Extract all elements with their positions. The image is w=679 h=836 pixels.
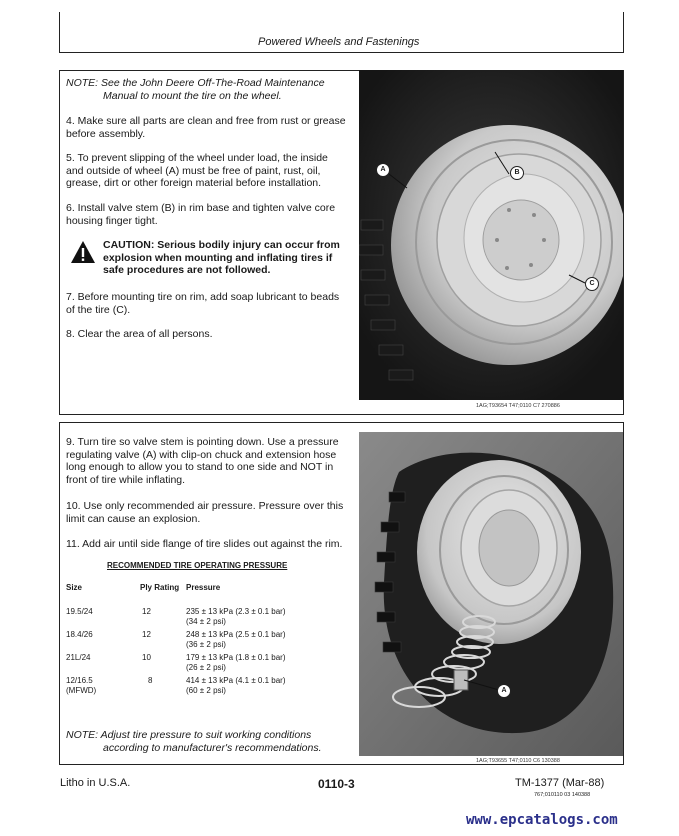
- step-11: 11. Add air until side flange of tire slides out against the rim.: [66, 538, 343, 550]
- footer-litho: Litho in U.S.A.: [60, 777, 131, 789]
- cell-pressure-psi: (34 ± 2 psi): [186, 617, 226, 626]
- step-line: front of tire while inflating.: [66, 473, 186, 486]
- step-line: and outside of wheel (A) must be free of paint, rust, oil,: [66, 164, 321, 177]
- table-row: [66, 630, 351, 653]
- caution-block: [103, 239, 353, 277]
- section2-bottom-rule: [59, 764, 624, 765]
- step-line: long enough to allow you to stand to one side and NOT in: [66, 461, 334, 474]
- tire-inflation-photo: [359, 432, 623, 756]
- warning-triangle-icon: [70, 240, 96, 264]
- col-header-size: Size: [66, 583, 83, 592]
- caution-line: explosion when mounting and inflating tires if: [103, 251, 333, 264]
- note-line: Manual to mount the tire on the wheel.: [103, 89, 282, 102]
- step-9: [66, 436, 356, 486]
- watermark-link[interactable]: www.epcatalogs.com: [466, 812, 618, 828]
- section1-bottom-rule: [59, 414, 624, 415]
- step-8: 8. Clear the area of all persons.: [66, 328, 213, 340]
- step-line: 5. To prevent slipping of the wheel under load, the inside: [66, 152, 328, 164]
- footer-tm-number: TM-1377 (Mar-88): [515, 777, 605, 789]
- col-header-pressure: Pressure: [186, 583, 221, 592]
- cell-pressure: 179 ± 13 kPa (1.8 ± 0.1 bar): [186, 653, 286, 662]
- step-line: 9. Turn tire so valve stem is pointing down. Use a pressure: [66, 436, 339, 448]
- table-row: [66, 607, 351, 630]
- cell-ply: 10: [142, 653, 151, 662]
- photo1-caption: 1AG;T93654 T47;0110 C7 270886: [476, 403, 560, 409]
- step-5: [66, 152, 356, 190]
- header-left-rule: [59, 12, 60, 52]
- table-title: RECOMMENDED TIRE OPERATING PRESSURE: [107, 561, 288, 570]
- cell-size: 18.4/26: [66, 630, 93, 639]
- tire-inflation-illustration: [359, 432, 623, 756]
- cell-pressure-psi: (36 ± 2 psi): [186, 640, 226, 649]
- page-header-title: Powered Wheels and Fastenings: [258, 36, 420, 48]
- col-header-ply: Ply Rating: [140, 583, 180, 592]
- callout-a: A: [497, 684, 511, 698]
- step-10: [66, 500, 356, 525]
- callout-a: A: [376, 163, 390, 177]
- step-line: 4. Make sure all parts are clean and free from rust or grease: [66, 115, 346, 127]
- cell-pressure-psi: (26 ± 2 psi): [186, 663, 226, 672]
- footer-code: 767;010110 03 140388: [534, 792, 591, 798]
- step-line: regulating valve (A) with clip-on chuck and extension hose: [66, 448, 337, 461]
- section2-left-rule: [59, 422, 60, 764]
- note-block-2: [66, 729, 356, 754]
- header-right-rule: [623, 12, 624, 52]
- step-line: 7. Before mounting tire on rim, add soap lubricant to beads: [66, 291, 340, 303]
- step-line: before assembly.: [66, 127, 146, 140]
- step-line: grease, dirt or other foreign material before installation.: [66, 177, 322, 190]
- section1-right-rule: [623, 70, 624, 414]
- cell-size: 21L/24: [66, 653, 91, 662]
- step-7: [66, 291, 356, 316]
- note-line: NOTE: See the John Deere Off-The-Road Maintenance: [66, 77, 325, 89]
- caution-line: safe procedures are not followed.: [103, 264, 271, 277]
- photo2-caption: 1AG;T93655 T47;0110 C6 130388: [476, 758, 560, 764]
- cell-ply: 12: [142, 607, 151, 616]
- header-bottom-rule: [59, 52, 624, 53]
- cell-pressure: 235 ± 13 kPa (2.3 ± 0.1 bar): [186, 607, 286, 616]
- cell-pressure-psi: (60 ± 2 psi): [186, 686, 226, 695]
- cell-pressure: 248 ± 13 kPa (2.5 ± 0.1 bar): [186, 630, 286, 639]
- step-line: of the tire (C).: [66, 303, 131, 316]
- wheel-rim-illustration: [359, 70, 623, 400]
- cell-size: 12/16.5: [66, 676, 93, 685]
- step-line: limit can cause an explosion.: [66, 512, 201, 525]
- cell-size: 19.5/24: [66, 607, 93, 616]
- step-line: 10. Use only recommended air pressure. Pressure over this: [66, 500, 344, 512]
- caution-line: CAUTION: Serious bodily injury can occur from: [103, 239, 340, 251]
- step-6: [66, 202, 356, 227]
- section2-top-rule: [59, 422, 624, 423]
- cell-size-note: (MFWD): [66, 686, 97, 695]
- section1-left-rule: [59, 70, 60, 414]
- cell-ply: 8: [148, 676, 153, 685]
- tire-pressure-table: [66, 583, 351, 696]
- cell-ply: 12: [142, 630, 151, 639]
- step-4: [66, 115, 356, 140]
- cell-pressure: 414 ± 13 kPa (4.1 ± 0.1 bar): [186, 676, 286, 685]
- wheel-rim-photo: [359, 70, 623, 400]
- table-row: [66, 676, 351, 696]
- footer-page-number: 0110-3: [318, 777, 355, 791]
- table-header-row: [66, 583, 351, 607]
- note-block-1: [66, 77, 356, 102]
- callout-b: B: [510, 166, 524, 180]
- note-line: according to manufacturer's recommendations.: [103, 741, 322, 754]
- section2-right-rule: [623, 422, 624, 764]
- step-line: housing finger tight.: [66, 214, 158, 227]
- callout-c: C: [585, 277, 599, 291]
- note-line: NOTE: Adjust tire pressure to suit working conditions: [66, 729, 312, 741]
- step-line: 6. Install valve stem (B) in rim base and tighten valve core: [66, 202, 336, 214]
- table-row: [66, 653, 351, 676]
